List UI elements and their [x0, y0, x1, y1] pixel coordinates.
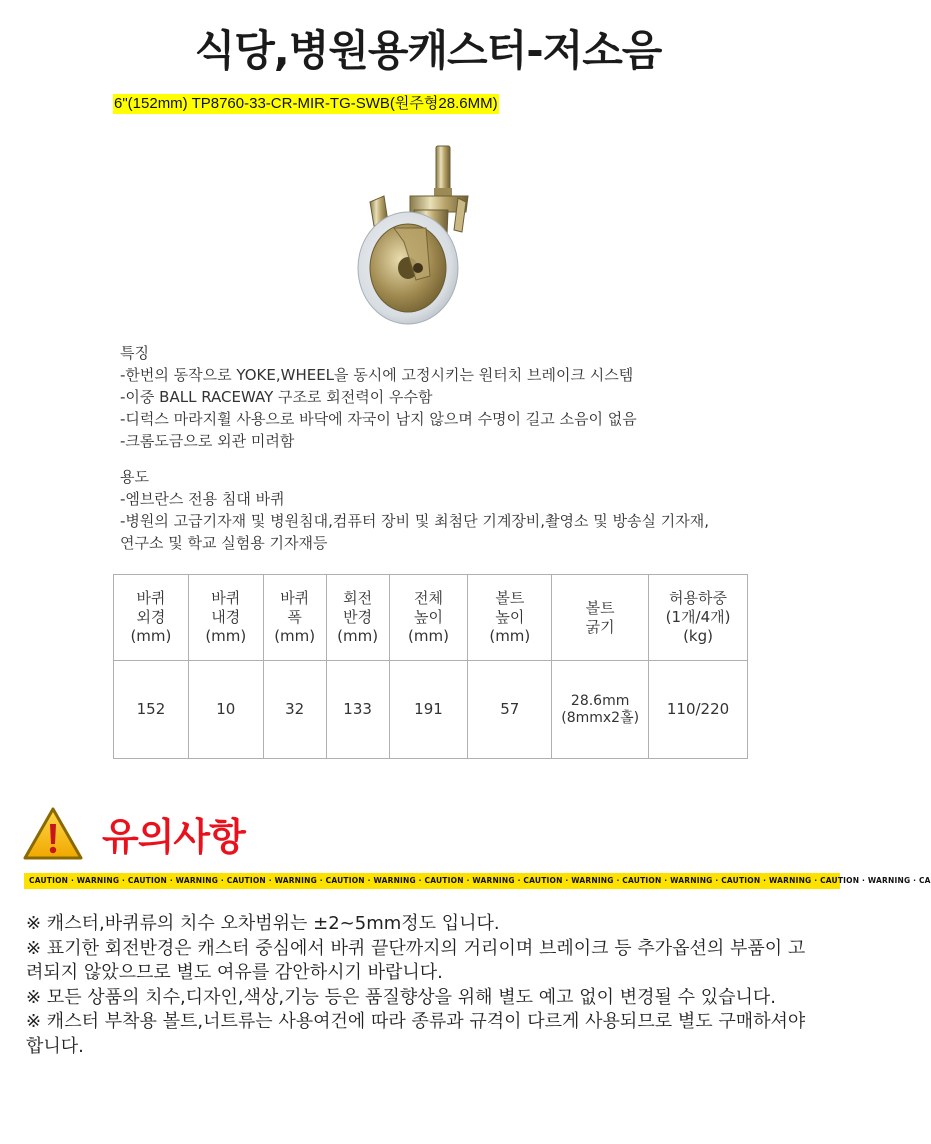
feature-item: -크롬도금으로 외관 미려함 [120, 432, 295, 450]
value-wheel-inner-diameter: 10 [188, 661, 263, 759]
warning-triangle-icon [22, 806, 84, 862]
value-wheel-outer-diameter: 152 [114, 661, 189, 759]
feature-item: -디럭스 마라지휠 사용으로 바닥에 자국이 남지 않으며 수명이 길고 소음이 없음 [120, 410, 637, 428]
value-load-capacity: 110/220 [649, 661, 748, 759]
header-wheel-outer-diameter: 바퀴 외경 (mm) [114, 575, 189, 661]
features-section [120, 342, 637, 452]
feature-item: -한번의 동작으로 YOKE,WHEEL을 동시에 고정시키는 원터치 브레이크 시스템 [120, 366, 634, 384]
value-swivel-radius: 133 [326, 661, 389, 759]
page-title: 식당,병원용캐스터-저소음 [194, 26, 662, 75]
header-total-height: 전체 높이 (mm) [389, 575, 468, 661]
caution-title: 유의사항 [102, 815, 245, 859]
note-line: ※ 모든 상품의 치수,디자인,색상,기능 등은 품질향상을 위해 별도 예고 없이 변경될 수 있습니다. [26, 986, 776, 1008]
note-line: 려되지 않았으므로 별도 여유를 감안하시기 바랍니다. [26, 962, 443, 983]
note-line: 합니다. [26, 1035, 84, 1057]
usage-item: -엠브란스 전용 침대 바퀴 [120, 490, 285, 508]
usage-item: -병원의 고급기자재 및 병원침대,컴퓨터 장비 및 최첨단 기계장비,촬영소 및 방송실 기자재, [120, 512, 710, 530]
usage-section [120, 466, 709, 554]
spec-header-row [114, 575, 748, 661]
note-line: ※ 캐스터 부착용 볼트,너트류는 사용여건에 따라 종류과 규격이 다르게 사용되므로 별도 구매하셔야 [26, 1011, 806, 1032]
usage-heading: 용도 [120, 468, 149, 486]
model-number: 6"(152mm) TP8760-33-CR-MIR-TG-SWB(원주형28.6MM) [114, 95, 498, 112]
header-swivel-radius: 회전 반경 (mm) [326, 575, 389, 661]
usage-item: 연구소 및 학교 실험용 기자재등 [120, 534, 328, 552]
notes-section [26, 912, 836, 1059]
header-wheel-inner-diameter: 바퀴 내경 (mm) [188, 575, 263, 661]
caution-tape-text: CAUTION · WARNING · CAUTION · WARNING · CAUTION · WARNING · CAUTION · WARNING · CAUTION · WARNING · CAUTION · WARNING · CAUTION · WARNING · CAUTION · WARNING · CAUTION · WARNING · CA [29, 876, 931, 885]
header-bolt-height: 볼트 높이 (mm) [468, 575, 552, 661]
value-wheel-width: 32 [263, 661, 326, 759]
value-total-height: 191 [389, 661, 468, 759]
features-heading: 특징 [120, 344, 149, 362]
note-line: ※ 캐스터,바퀴류의 치수 오차범위는 ±2~5mm정도 입니다. [26, 913, 500, 934]
spec-table [113, 574, 748, 759]
spec-value-row [114, 661, 748, 759]
note-line: ※ 표기한 회전반경은 캐스터 중심에서 바퀴 끝단까지의 거리이며 브레이크 등 추가옵션의 부품이 고 [26, 937, 806, 959]
value-bolt-height: 57 [468, 661, 552, 759]
caution-tape [24, 873, 931, 889]
header-bolt-thickness: 볼트 굵기 [552, 575, 649, 661]
caster-wheel-image [350, 142, 480, 327]
header-wheel-width: 바퀴 폭 (mm) [263, 575, 326, 661]
feature-item: -이중 BALL RACEWAY 구조로 회전력이 우수함 [120, 388, 433, 406]
value-bolt-thickness: 28.6mm (8mmx2홀) [552, 661, 649, 759]
header-load-capacity: 허용하중 (1개/4개) (kg) [649, 575, 748, 661]
